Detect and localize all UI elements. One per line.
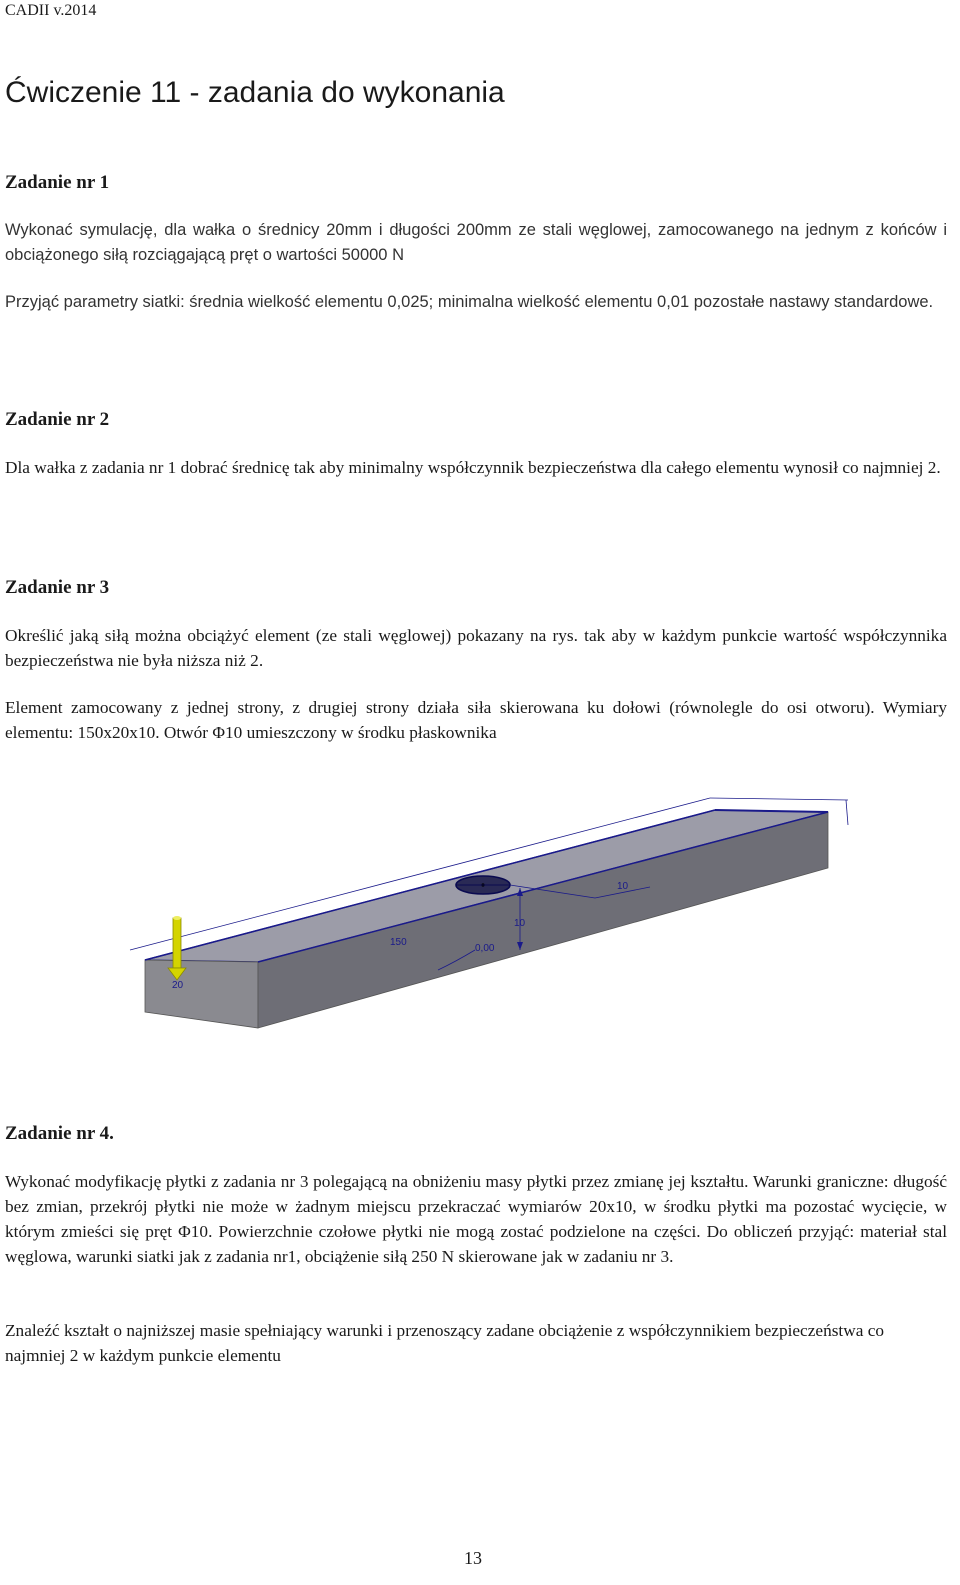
page-number: 13 (464, 1548, 482, 1568)
bar-front-face (145, 960, 258, 1028)
task-3-paragraph-2: Element zamocowany z jednej strony, z drugiej strony działa siła skierowana ku dołowi (równolegle do osi otworu). Wymiary elementu: 150x20x10. Otwór Φ10 umieszczony w środku płaskownika (5, 698, 947, 742)
task-1-paragraph-2: Przyjąć parametry siatki: średnia wielkość elementu 0,025; minimalna wielkość elementu 0,01 pozostałe nastawy standardowe. (5, 293, 934, 311)
page-title: Ćwiczenie 11 - zadania do wykonania (5, 76, 505, 109)
task-4-heading: Zadanie nr 4. (5, 1123, 114, 1144)
dim-width-label: 20 (172, 980, 184, 991)
task-4-paragraph-2: Znaleźć kształt o najniższej masie spełniający warunki i przenoszący zadane obciążenie z współczynnikiem bezpieczeństwa co najmniej 2 w każdym punkcie elementu (5, 1321, 885, 1365)
task-3-paragraph-1: Określić jaką siłą można obciążyć element (ze stali węglowej) pokazany na rys. tak aby w każdym punkcie wartość współczynnika bezpieczeństwa nie była niższa niż 2. (5, 626, 947, 670)
task-3-heading: Zadanie nr 3 (5, 577, 110, 598)
dim-depth-label: 10 (514, 918, 526, 929)
document-header: CADII v.2014 (5, 2, 97, 19)
dim-length-label: 150 (390, 937, 407, 948)
task-4-paragraph-1: Wykonać modyfikację płytki z zadania nr 3 polegającą na obniżeniu masy płytki przez zmianę jej kształtu. Warunki graniczne: długość bez zmian, przekrój płytki nie może w żadnym miejscu przekraczać wymiarów 20x10, w środku płytki ma pozostać wycięcie, w którym zmieści się pręt Φ10. Powierzchnie czołowe płytki nie mogą zostać podzielone na części. Do obliczeń przyjąć: materiał stal węglowa, warunki siatki jak z zadania nr1, obciążenie siłą 250 N skierowane jak w zadaniu nr 3. (5, 1172, 947, 1266)
task-2-heading: Zadanie nr 2 (5, 409, 110, 430)
task-1-heading: Zadanie nr 1 (5, 172, 110, 193)
task-1-paragraph-1: Wykonać symulację, dla wałka o średnicy 20mm i długości 200mm ze stali węglowej, zamocowanego na jednym z końców i obciążonego siłą rozciągającą pręt o wartości 50000 N (5, 221, 947, 264)
flat-bar-3d-model (110, 770, 860, 1070)
task-2-paragraph-1: Dla wałka z zadania nr 1 dobrać średnicę tak aby minimalny współczynnik bezpieczeństwa dla całego elementu wynosił co najmniej 2. (5, 458, 941, 477)
dim-offset-label: 0,00 (475, 943, 495, 954)
force-arrow-icon (168, 916, 186, 980)
dim-hole-label: 10 (617, 881, 629, 892)
